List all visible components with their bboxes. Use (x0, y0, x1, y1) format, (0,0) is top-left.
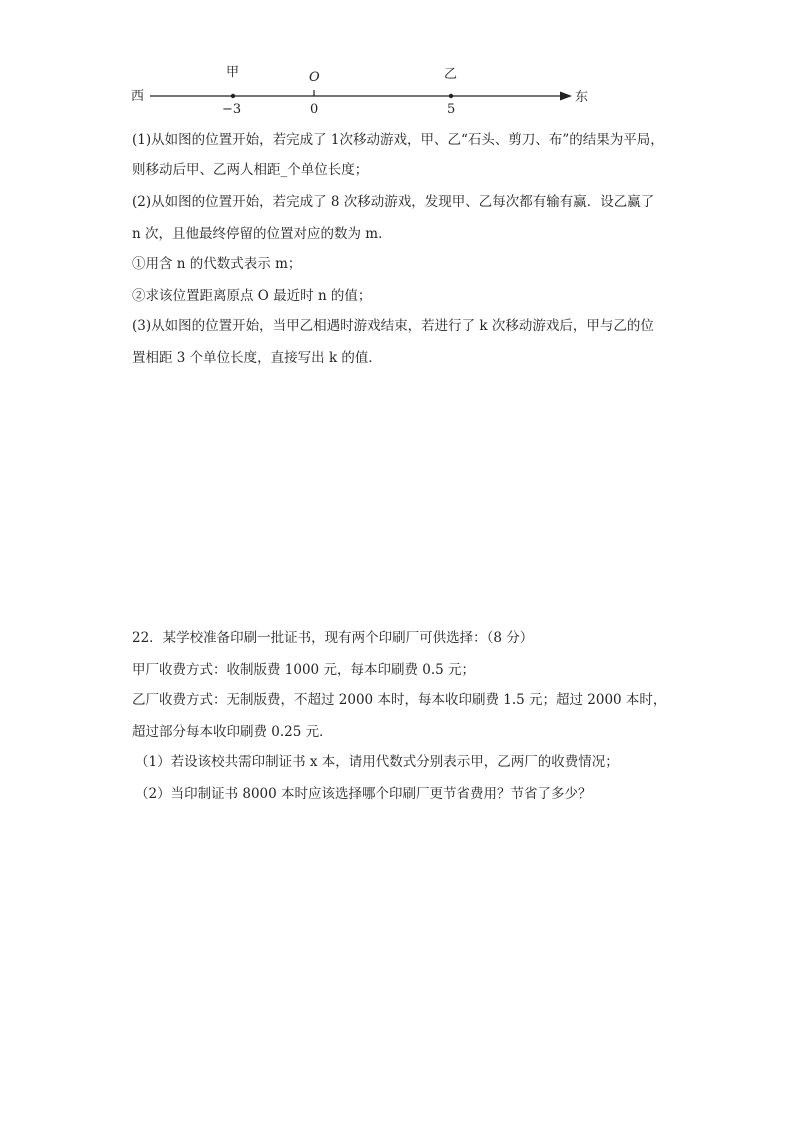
q21-part3-line2: 置相距 3 个单位长度，直接写出 k 的值． (132, 350, 382, 366)
q22-factory-b-line2: 超过部分每本收印刷费 0.25 元． (132, 724, 333, 740)
tick-label-0: 0 (310, 102, 319, 117)
point-jia-label: 甲 (226, 65, 240, 80)
west-label: 西 (131, 89, 145, 104)
q21-part2-item2: ②求该位置距离原点 O 最近时 n 的值； (132, 288, 372, 304)
east-label: 东 (575, 90, 589, 105)
q22-sub1: （1）若设该校共需印制证书 x 本，请用代数式分别表示甲，乙两厂的收费情况； (135, 754, 619, 770)
tick-label-neg3: −3 (222, 102, 242, 117)
q22-sub2: （2）当印制证书 8000 本时应该选择哪个印刷厂更节省费用？节省了多少？ (135, 786, 592, 802)
q21-part1-line2: 则移动后甲、乙两人相距_个单位长度； (132, 162, 369, 178)
q21-part2-line2: n 次，且他最终停留的位置对应的数为 m． (132, 226, 392, 242)
point-yi-dot (449, 94, 453, 98)
point-yi-label: 乙 (444, 67, 458, 82)
q22-factory-a: 甲厂收费方式：收制版费 1000 元，每本印刷费 0.5 元； (132, 662, 475, 678)
q22-factory-b-line1: 乙厂收费方式：无制版费，不超过 2000 本时，每本收印刷费 1.5 元；超过 2000 本时， (132, 692, 667, 708)
axis-arrow-head (560, 92, 572, 101)
tick-label-5: 5 (447, 102, 456, 117)
origin-label: O (309, 70, 320, 85)
q22-title: 22．某学校准备印刷一批证书，现有两个印刷厂可供选择：（8 分） (132, 630, 534, 646)
q21-part2-line1: (2)从如图的位置开始，若完成了 8 次移动游戏，发现甲、乙每次都有输有赢．设乙赢了 (132, 194, 655, 210)
q21-part3-line1: (3)从如图的位置开始，当甲乙相遇时游戏结束，若进行了 k 次移动游戏后，甲与乙的位 (132, 318, 654, 334)
q21-part2-item1: ①用含 n 的代数式表示 m； (132, 256, 302, 272)
q21-part1-line1: (1)从如图的位置开始，若完成了 1次移动游戏，甲、乙“石头、剪刀、布”的结果为平局， (132, 132, 664, 148)
number-line-figure (0, 0, 794, 130)
point-jia-dot (231, 94, 235, 98)
